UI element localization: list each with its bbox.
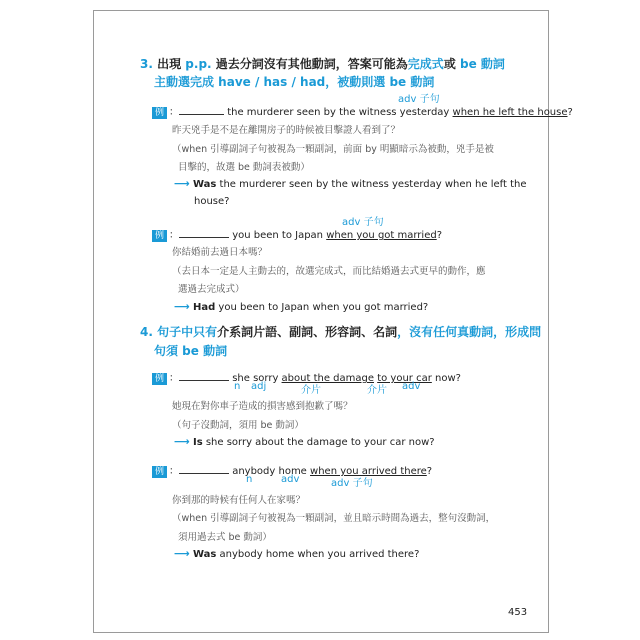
- answer-keyword: Was: [192, 549, 217, 560]
- arrow-icon: ⟶: [174, 177, 190, 190]
- ex3-ann-adj: adj: [251, 381, 267, 392]
- answer-blank: [179, 371, 229, 381]
- ex3-translation: 她現在對你車子造成的損害感到抱歉了嗎？: [172, 401, 353, 412]
- ex2-answer: [174, 300, 428, 313]
- ex4-ann-adv: adv: [281, 474, 300, 485]
- sentence-text: now?: [431, 373, 461, 384]
- sentence-text: ?: [426, 466, 433, 477]
- example-badge: 例: [152, 230, 167, 242]
- ex4-ann-clause: adv 子句: [331, 478, 373, 489]
- page-number: 453: [508, 607, 528, 618]
- sentence-text: anybody home: [229, 466, 311, 477]
- sentence-underlined: to your car: [377, 373, 432, 384]
- section-3-heading-line2: [154, 73, 434, 90]
- book-page: [93, 10, 573, 633]
- ex4-translation: 你到那的時候有任何人在家嗎？: [172, 495, 306, 506]
- heading-text: ，沒有任何真動詞，形成問: [397, 325, 542, 339]
- ex4-ann-n: n: [246, 474, 253, 485]
- answer-blank: [179, 228, 229, 238]
- section-3-heading-line1: [140, 55, 505, 72]
- ex1-sentence: 例 ： the murderer seen by the witness yesterday when he left the house?: [152, 103, 573, 119]
- ex3-ann-prep1: 介片: [301, 385, 321, 396]
- ex1-note-line1: （when 引導副詞子句被視為一顆副詞，前面 by 明顯暗示為被動，兇手是被: [172, 144, 494, 155]
- ex3-ann-adv: adv: [402, 381, 421, 392]
- heading-text: 完成式: [407, 57, 444, 71]
- answer-text: the murderer seen by the witness yesterday when he left the: [216, 179, 527, 190]
- sentence-underlined: when you arrived there: [310, 466, 427, 477]
- ex4-note-line1: （when 引導副詞子句被視為一顆副詞，並且暗示時間為過去，整句沒動詞，: [172, 513, 496, 524]
- arrow-icon: ⟶: [174, 435, 190, 448]
- ex1-answer-line2: house?: [194, 196, 230, 207]
- heading-text: ，被動則選 be 動詞: [325, 75, 435, 89]
- answer-blank: [179, 464, 229, 474]
- answer-blank: [179, 105, 224, 115]
- ex2-sentence: 例 ： you been to Japan when you got married?: [152, 226, 442, 242]
- sentence-text: ?: [436, 230, 443, 241]
- section-number: 3.: [140, 57, 153, 71]
- ex4-answer: [174, 547, 419, 560]
- ex4-sentence: 例 ： anybody home when you arrived there?: [152, 462, 432, 478]
- ex1-annotation: adv 子句: [398, 94, 440, 105]
- answer-keyword: Had: [192, 302, 216, 313]
- heading-text: 出現: [157, 57, 182, 71]
- example-badge: 例: [152, 466, 167, 478]
- answer-text: anybody home when you arrived there?: [216, 549, 420, 560]
- ex3-answer: [174, 435, 435, 448]
- example-badge: 例: [152, 107, 167, 119]
- example-badge: 例: [152, 373, 167, 385]
- heading-text: be 動詞: [455, 57, 505, 71]
- ex3-note-line1: （句子沒動詞，須用 be 動詞）: [172, 420, 304, 431]
- heading-text: 主動選完成 have / has / had: [154, 75, 326, 89]
- heading-text: 介系詞片語、副詞、形容詞、名詞: [217, 325, 398, 339]
- section-number: 4.: [140, 325, 153, 339]
- answer-keyword: Is: [192, 437, 203, 448]
- ex3-ann-prep2: 介片: [367, 385, 387, 396]
- answer-text: you been to Japan when you got married?: [215, 302, 429, 313]
- heading-text: 過去分詞沒有其他動詞，答案可能為: [215, 57, 408, 71]
- ex2-note-line1: （去日本一定是人主動去的，故選完成式，而比結婚過去式更早的動作，應: [172, 266, 486, 277]
- heading-text: p.p.: [181, 57, 216, 71]
- ex4-note-line2: 須用過去式 be 動詞）: [178, 532, 272, 543]
- ex2-note-line2: 選過去完成式）: [178, 284, 245, 295]
- sentence-text: she sorry: [229, 373, 282, 384]
- sentence-text: the murderer seen by the witness yesterday: [224, 107, 453, 118]
- sentence-underlined: about the damage: [281, 373, 375, 384]
- section-4-heading-line1: [140, 323, 541, 340]
- ex1-note-line2: 目擊的，故選 be 動詞表被動）: [178, 162, 310, 173]
- heading-text: 句子中只有: [157, 325, 218, 339]
- ex3-ann-n: n: [234, 381, 241, 392]
- sentence-underlined: when you got married: [326, 230, 437, 241]
- sentence-text: you been to Japan: [229, 230, 327, 241]
- section-4-heading-line2: 句須 be 動詞: [154, 344, 228, 358]
- ex2-annotation: adv 子句: [342, 217, 384, 228]
- ex1-answer: [174, 177, 527, 190]
- answer-text: she sorry about the damage to your car now?: [202, 437, 435, 448]
- ex2-translation: 你結婚前去過日本嗎？: [172, 247, 268, 258]
- ex1-translation: 昨天兇手是不是在離開房子的時候被目擊證人看到了？: [172, 125, 401, 136]
- answer-keyword: Was: [192, 179, 217, 190]
- ex3-sentence: 例 ： she sorry about the damage to your car now?: [152, 369, 461, 385]
- heading-text: 或: [443, 57, 456, 71]
- sentence-underlined: when he left the house: [452, 107, 568, 118]
- sentence-text: ?: [567, 107, 573, 118]
- arrow-icon: ⟶: [174, 300, 190, 313]
- arrow-icon: ⟶: [174, 547, 190, 560]
